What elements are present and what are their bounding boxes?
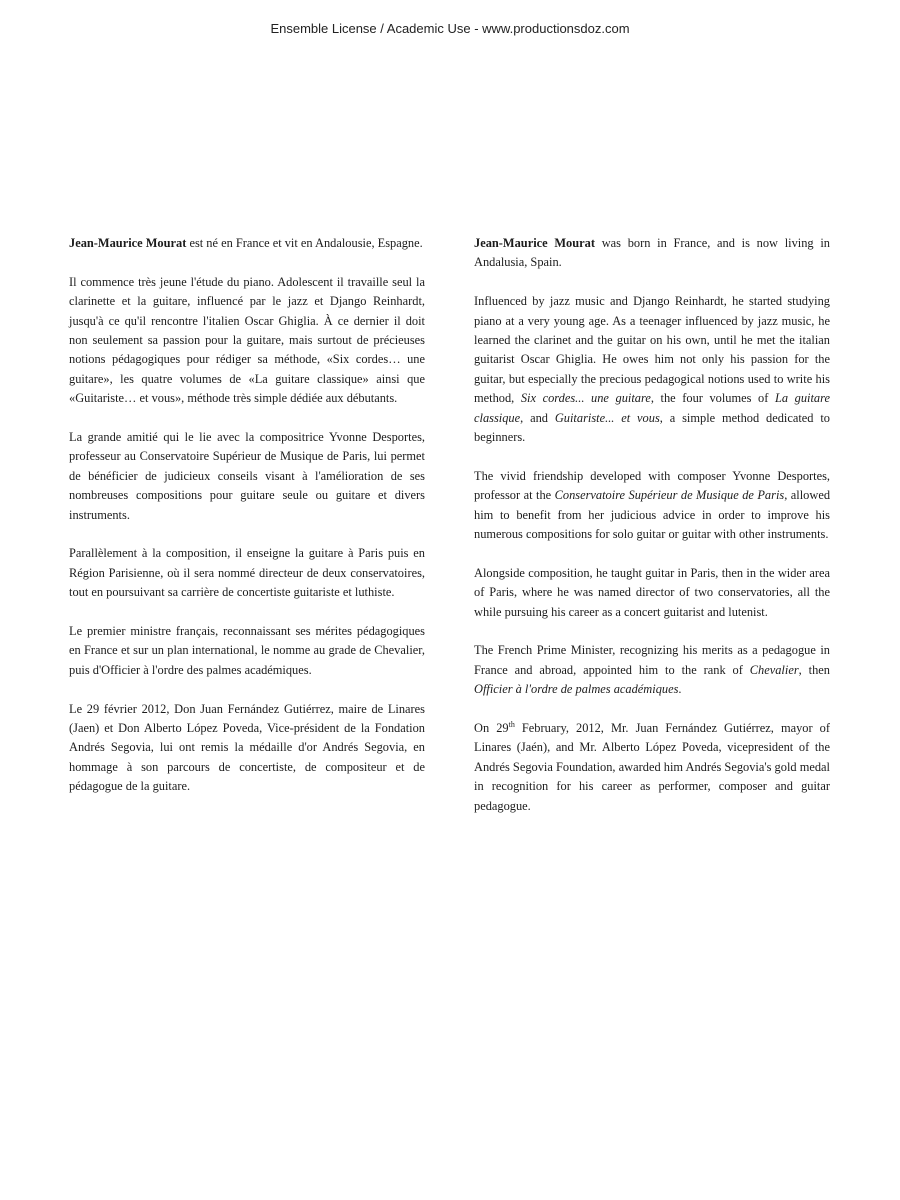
english-honours-text-2: , then [798,662,830,677]
french-intro-text: est né en France et vit en Andalousie, Espagne. [186,236,423,250]
french-paragraph-medal: Le 29 février 2012, Don Juan Fernández Gutiérrez, maire de Linares (Jaen) et Don Alberto López Poveda, Vice-président de la Fondation Andrés Segovia, lui ont remis la médaille d'or Andrés Segovia, en hommage à son parcours de concertiste, de compositeur et de pédagogue de la guitare. [69,701,425,794]
english-early-life-text-3: , and [520,410,555,425]
english-paragraph-honours [474,641,830,699]
french-paragraph-honours: Le premier ministre français, reconnaissant ses mérites pédagogiques en France et sur un plan international, le nomme au grade de Chevalier, puis d'Officier à l'ordre des palmes académiques. [69,624,425,677]
english-paragraph-teaching: Alongside composition, he taught guitar in Paris, then in the wider area of Paris, where he was named director of two conservatories, all the while pursuing his career as a concert guitarist and lutenist. [474,565,830,619]
english-medal-text-2: February, 2012, Mr. Juan Fernández Gutiérrez, mayor of Linares (Jaén), and Mr. Alberto López Poveda, vicepresident of the Andrés Segovia Foundation, awarded him Andrés Segovia's gold medal in recognition for his career as performer, composer and guitar pedagogue. [474,721,830,813]
english-medal-ordinal: th [508,719,515,729]
french-paragraph-friendship: La grande amitié qui le lie avec la compositrice Yvonne Desportes, professeur au Conservatoire Supérieur de Musique de Paris, lui permet de bénéficier de judicieux conseils visant à l'amélioration de ses nombreuses compositions pour guitare seule ou guitare et divers instruments. [69,430,425,522]
english-intro-text: was born in France, and is now living in Andalusia, Spain. [474,236,830,270]
license-header: Ensemble License / Academic Use - www.productionsdoz.com [270,21,630,36]
english-paragraph-early-life [474,292,830,447]
english-friendship-text-1: The vivid friendship developed with composer Yvonne Desportes, professor at the [474,468,830,503]
english-medal-text-1: On 29 [474,721,509,736]
french-paragraph-teaching: Parallèlement à la composition, il enseigne la guitare à Paris puis en Région Parisienne, où il sera nommé directeur de deux conservatoires, tout en poursuivant sa carrière de concertiste guitariste et luthiste. [69,546,425,600]
english-method-title-1: Six cordes... une guitare [520,391,651,406]
french-author-name: Jean-Maurice Mourat [69,236,187,250]
english-method-title-3: Guitariste... et vous [554,410,660,425]
english-early-life-text-2: , the four volumes of [650,391,775,406]
french-paragraph-intro [69,234,425,253]
english-author-name: Jean-Maurice Mourat [474,236,595,250]
english-paragraph-medal [474,719,830,816]
english-column [474,234,830,836]
english-paragraph-friendship [474,467,830,545]
english-method-title-2: La guitare classique [474,391,830,425]
english-friendship-text-2: , allowed him to benefit from her judicious advice in order to improve his numerous compositions for solo guitar or guitar with other instruments. [474,488,831,542]
english-rank-officier: Officier à l'ordre de palmes académiques [474,682,679,697]
french-column [69,234,425,816]
french-paragraph-early-life: Il commence très jeune l'étude du piano. Adolescent il travaille seul la clarinette et la guitare, influencé par le jazz et Django Reinhardt, jusqu'à ce qu'il rencontre l'italien Oscar Ghiglia. À ce dernier il doit non seulement sa passion pour la guitare, mais surtout de précieuses notions pédagogiques pour rédiger sa méthode, «Six cordes… une guitare», les quatre volumes de «La guitare classique» ainsi que «Guitariste… et vous», méthode très simple dédiée aux débutants. [69,274,425,406]
english-honours-text-3: . [678,682,682,697]
english-early-life-text-1: Influenced by jazz music and Django Reinhardt, he started studying piano at a very young age. As a teenager influenced by jazz music, he learned the clarinet and the guitar on his own, until he met the italian guitarist Oscar Ghiglia. He owes him not only his passion for the guitar, but especially the precious pedagogical notions used to write his method, [474,294,830,406]
english-paragraph-intro [474,234,830,273]
english-early-life-text-4: , a simple method dedicated to beginners. [474,410,830,445]
english-rank-chevalier: Chevalier [749,662,799,677]
english-conservatoire-name: Conservatoire Supérieur de Musique de Paris [554,488,785,503]
english-honours-text-1: The French Prime Minister, recognizing his merits as a pedagogue in France and abroad, appointed him to the rank of [474,643,830,677]
